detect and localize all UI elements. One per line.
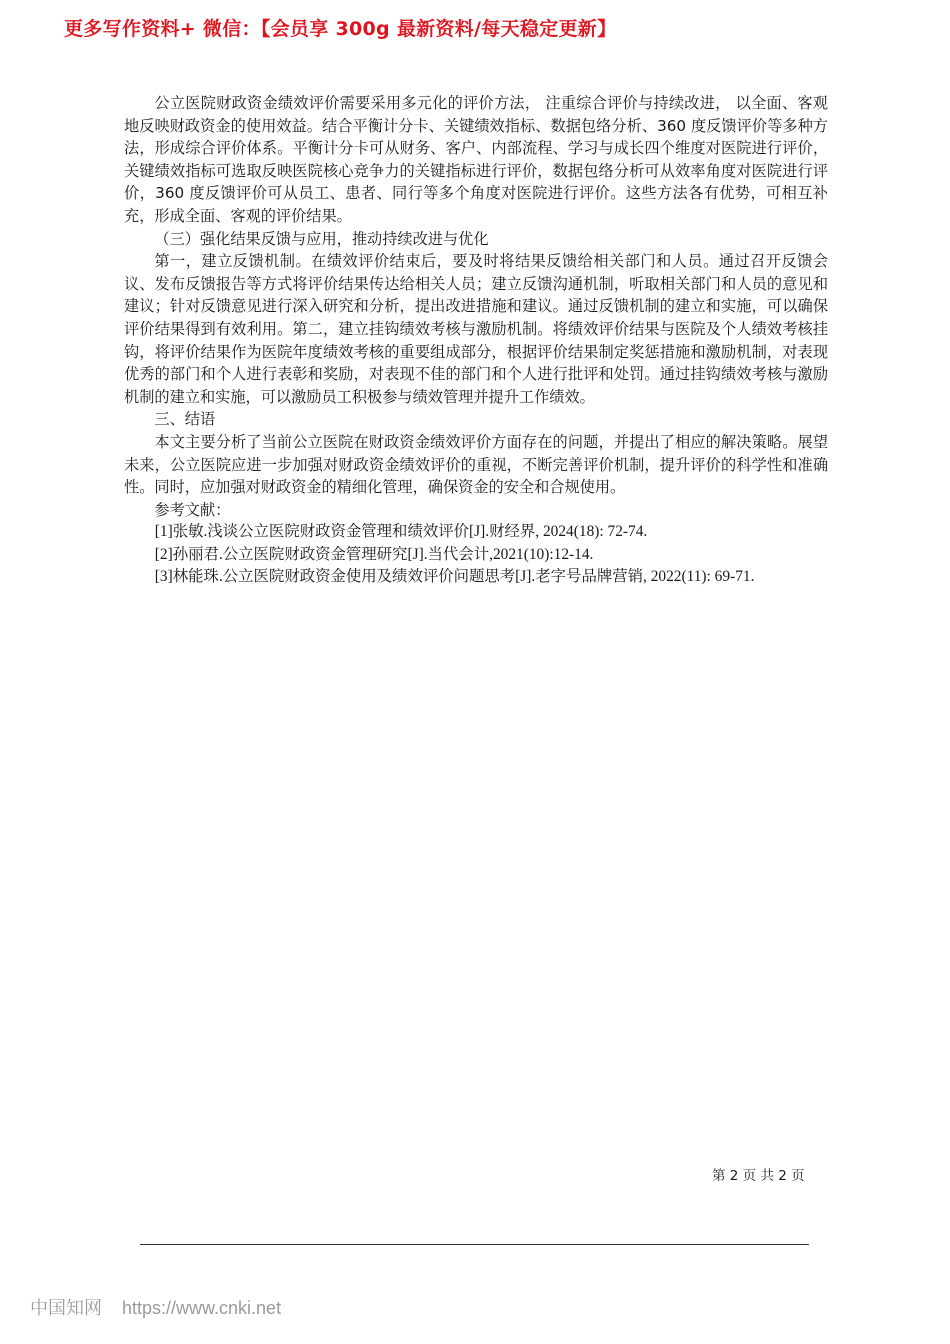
- section-heading: 三、结语: [154, 410, 216, 429]
- watermark: [30, 1294, 281, 1320]
- watermark-url: https://www.cnki.net: [122, 1298, 282, 1318]
- body-paragraph: 本文主要分析了当前公立医院在财政资金绩效评价方面存在的问题，并提出了相应的解决策略。展望未来，公立医院应进一步加强对财政资金绩效评价的重视，不断完善评价机制，提升评价的科学性和准确性。同时，应加强对财政资金的精细化管理，确保资金的安全和合规使用。: [124, 432, 828, 497]
- body-paragraph: 公立医院财政资金绩效评价需要采用多元化的评价方法， 注重综合评价与持续改进， 以全面、客观地反映财政资金的使用效益。结合平衡计分卡、关键绩效指标、数据包络分析、360 度反馈评价等多种方法，形成综合评价体系。平衡计分卡可从财务、客户、内部流程、学习与成长四个维度对医院进行评价，关键绩效指标可选取反映医院核心竞争力的关键指标进行评价，数据包络分析可从效率角度对医院进行评价，360 度反馈评价可从员工、患者、同行等多个角度对医院进行评价。这些方法各有优势，可相互补充，形成全面、客观的评价结果。: [124, 94, 828, 225]
- references-heading: 参考文献：: [154, 500, 231, 519]
- promo-banner: 更多写作资料+ 微信：【会员享 300g 最新资料/每天稳定更新】: [64, 18, 617, 40]
- reference-item: [1]张敏.浅谈公立医院财政资金管理和绩效评价[J].财经界, 2024(18): 72-74.: [154, 523, 648, 541]
- page-number: 第 2 页 共 2 页: [712, 1168, 805, 1184]
- reference-item: [2]孙丽君.公立医院财政资金管理研究[J].当代会计,2021(10):12-14.: [154, 545, 594, 563]
- footer-divider: [140, 1244, 809, 1245]
- body-paragraph: 第一，建立反馈机制。在绩效评价结束后，要及时将结果反馈给相关部门和人员。通过召开反馈会议、发布反馈报告等方式将评价结果传达给相关人员；建立反馈沟通机制，听取相关部门和人员的意见和建议；针对反馈意见进行深入研究和分析，提出改进措施和建议。通过反馈机制的建立和实施，可以确保评价结果得到有效利用。第二，建立挂钩绩效考核与激励机制。将绩效评价结果与医院及个人绩效考核挂钩，将评价结果作为医院年度绩效考核的重要组成部分，根据评价结果制定奖惩措施和激励机制，对表现优秀的部门和个人进行表彰和奖励，对表现不佳的部门和个人进行批评和处罚。通过挂钩绩效考核与激励机制的建立和实施，可以激励员工积极参与绩效管理并提升工作绩效。: [124, 252, 828, 406]
- document-body: [124, 92, 828, 589]
- section-heading: （三）强化结果反馈与应用，推动持续改进与优化: [154, 229, 489, 248]
- watermark-site-name: 中国知网: [30, 1298, 102, 1318]
- reference-item: [3]林能珠.公立医院财政资金使用及绩效评价问题思考[J].老字号品牌营销, 2022(11): 69-71.: [154, 568, 755, 586]
